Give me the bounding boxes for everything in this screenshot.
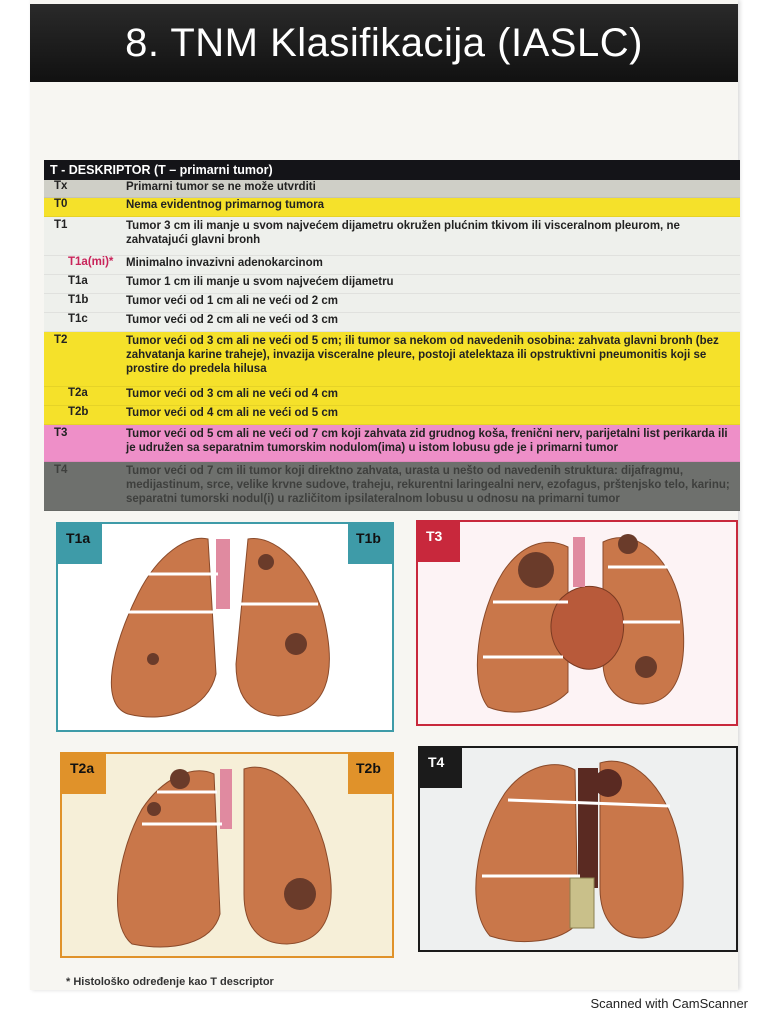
table-row (44, 332, 740, 387)
row-code: T2 (54, 334, 68, 346)
row-code: T1a(mi)* (68, 256, 114, 268)
table-row (44, 406, 740, 425)
row-code: T1c (68, 313, 88, 325)
panel-t2 (60, 752, 394, 958)
row-code: T1a (68, 275, 88, 287)
footnote: * Histološko određenje kao T descriptor (66, 976, 274, 988)
lungs-illustration (418, 522, 736, 724)
panel-label-right: T2b (348, 754, 392, 794)
row-desc: Tumor veći od 3 cm ali ne veći od 4 cm (126, 388, 338, 400)
table-row (44, 462, 740, 511)
row-desc: Minimalno invazivni adenokarcinom (126, 257, 323, 269)
row-code: T1 (54, 219, 68, 231)
lungs-illustration (62, 754, 392, 956)
row-code: T1b (68, 294, 89, 306)
panel-label-left: T2a (62, 754, 106, 794)
page-title-text: 8. TNM Klasifikacija (IASLC) (125, 20, 643, 65)
row-code: T3 (54, 427, 68, 439)
panel-label-left: T4 (420, 748, 462, 788)
row-code: T2b (68, 406, 89, 418)
panel-t1 (56, 522, 394, 732)
row-code: T2a (68, 387, 88, 399)
panel-label-left: T1a (58, 524, 102, 564)
panel-label-right: T1b (348, 524, 392, 564)
table-header: T - DESKRIPTOR (T – primarni tumor) (44, 160, 740, 180)
panel-t4 (418, 746, 738, 952)
table-row (44, 313, 740, 332)
table-row (44, 275, 740, 294)
lungs-illustration (420, 748, 736, 950)
page-title (30, 4, 738, 82)
table-row (44, 256, 740, 275)
lungs-illustration (58, 524, 392, 730)
table-row (44, 198, 740, 217)
row-desc: Tumor veći od 7 cm ili tumor koji direktno zahvata, urasta u nešto od navedenih struktura: dijafragmu, medijastinum, srce, velike krvne sudove, traheju, rekurentni laringealni nerv, ezofagus, prštenjsko telo, karinu; separatni tumorski nodul(i) u različitom ipsilateralnom lobusu u odnosu na primarni tumor (126, 465, 730, 505)
row-desc: Primarni tumor se ne može utvrditi (126, 181, 316, 193)
row-desc: Tumor veći od 1 cm ali ne veći od 2 cm (126, 295, 338, 307)
table-row (44, 180, 740, 198)
table-row (44, 425, 740, 462)
row-code: T4 (54, 464, 68, 476)
row-desc: Tumor veći od 5 cm ali ne veći od 7 cm koji zahvata zid grudnog koša, frenični nerv, parijetalni list perikarda ili je udružen sa separatnim tumorskim nodulom(ima) u istom lobusu gde je i primarni tumor (126, 428, 728, 454)
row-desc: Tumor veći od 3 cm ali ne veći od 5 cm; ili tumor sa nekom od navedenih osobina: zahvata glavni bronh (bez zahvatanja karine traheje), invazija visceralne pleure, postoji atelektaza ili opstruktivni pneumonitis koji se prostire do predela hilusa (126, 335, 719, 375)
panel-label-left: T3 (418, 522, 460, 562)
scanner-watermark: Scanned with CamScanner (590, 996, 748, 1011)
row-desc: Tumor veći od 4 cm ali ne veći od 5 cm (126, 407, 338, 419)
table-row (44, 217, 740, 256)
panel-t3 (416, 520, 738, 726)
row-desc: Tumor veći od 2 cm ali ne veći od 3 cm (126, 314, 338, 326)
tnm-table (44, 160, 740, 511)
row-desc: Tumor 1 cm ili manje u svom najvećem dijametru (126, 276, 394, 288)
row-code: T0 (54, 198, 68, 210)
row-desc: Tumor 3 cm ili manje u svom najvećem dijametru okružen plućnim tkivom ili visceralnom pleurom, ne zahvatajući glavni bronh (126, 220, 680, 246)
table-row (44, 387, 740, 406)
table-row (44, 294, 740, 313)
row-code: Tx (54, 180, 68, 192)
row-desc: Nema evidentnog primarnog tumora (126, 199, 325, 211)
